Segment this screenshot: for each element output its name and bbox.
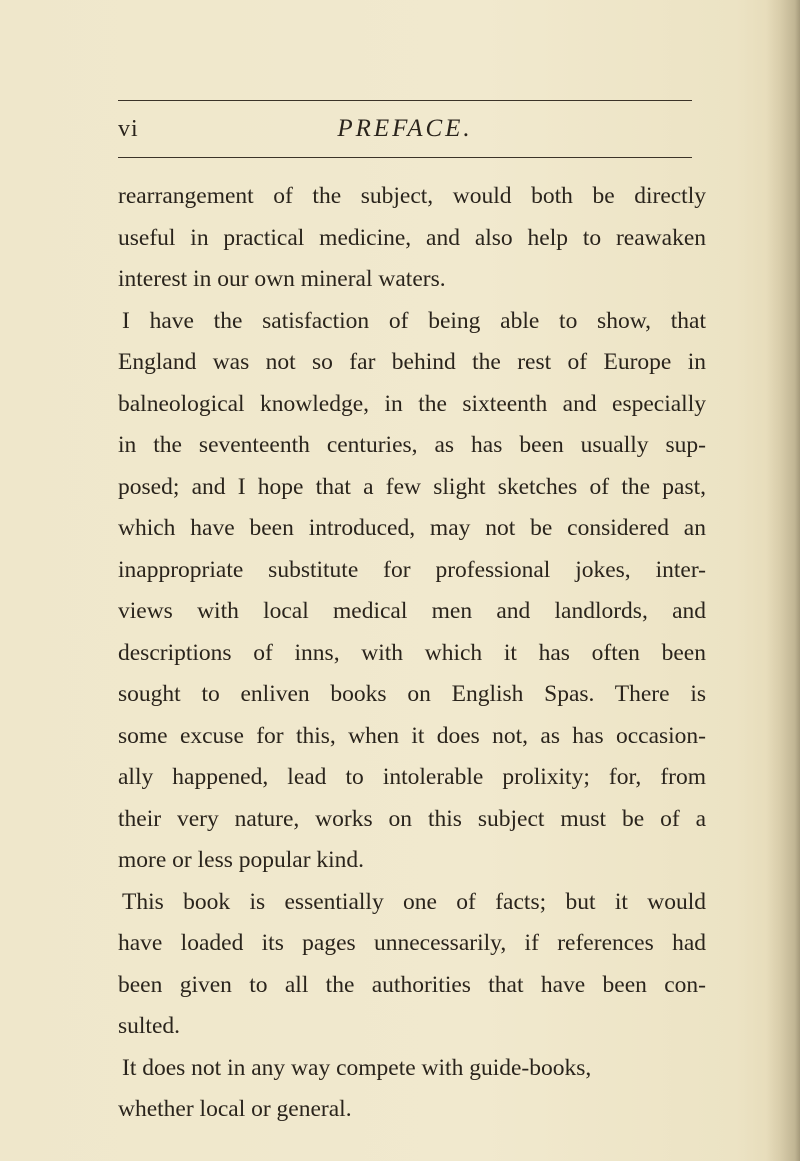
running-title: PREFACE.	[337, 115, 473, 142]
text-line: It does not in any way compete with guide-books,	[122, 1054, 592, 1081]
text-line: in the seventeenth centuries, as has been usually sup-	[118, 432, 706, 458]
text-line: descriptions of inns, with which it has often been	[118, 639, 706, 666]
text-line: have loaded its pages unnecessarily, if references had	[118, 930, 706, 956]
text-line: I have the satisfaction of being able to show, that	[122, 307, 706, 334]
header-top-rule	[118, 100, 692, 101]
text-line: rearrangement of the subject, would both be directly	[118, 183, 706, 209]
text-line: balneological knowledge, in the sixteenth and especially	[118, 390, 706, 417]
text-line: more or less popular kind.	[118, 847, 365, 873]
text-line: ally happened, lead to intolerable prolixity; for, from	[118, 764, 706, 790]
text-line: England was not so far behind the rest of Europe in	[118, 349, 706, 375]
text-line: inappropriate substitute for professional jokes, inter-	[118, 556, 706, 583]
header-bottom-rule	[118, 157, 692, 158]
text-line: sulted.	[118, 1013, 181, 1039]
body-text	[118, 176, 706, 1131]
page-number: vi	[118, 116, 139, 142]
text-line: which have been introduced, may not be considered an	[118, 515, 706, 541]
running-header	[118, 112, 692, 146]
text-line: useful in practical medicine, and also help to reawaken	[118, 224, 706, 251]
page-edge-shadow	[766, 0, 800, 1161]
text-line: been given to all the authorities that have been con-	[118, 971, 706, 998]
text-line: posed; and I hope that a few slight sketches of the past,	[118, 473, 706, 500]
text-line: sought to enliven books on English Spas. There is	[118, 681, 706, 707]
text-line: whether local or general.	[118, 1096, 352, 1122]
text-line: their very nature, works on this subject must be of a	[118, 805, 706, 832]
text-line: interest in our own mineral waters.	[118, 266, 446, 292]
text-line: This book is essentially one of facts; but it would	[122, 888, 706, 915]
text-line: views with local medical men and landlords, and	[118, 598, 706, 624]
text-line: some excuse for this, when it does not, as has occasion-	[118, 722, 706, 749]
